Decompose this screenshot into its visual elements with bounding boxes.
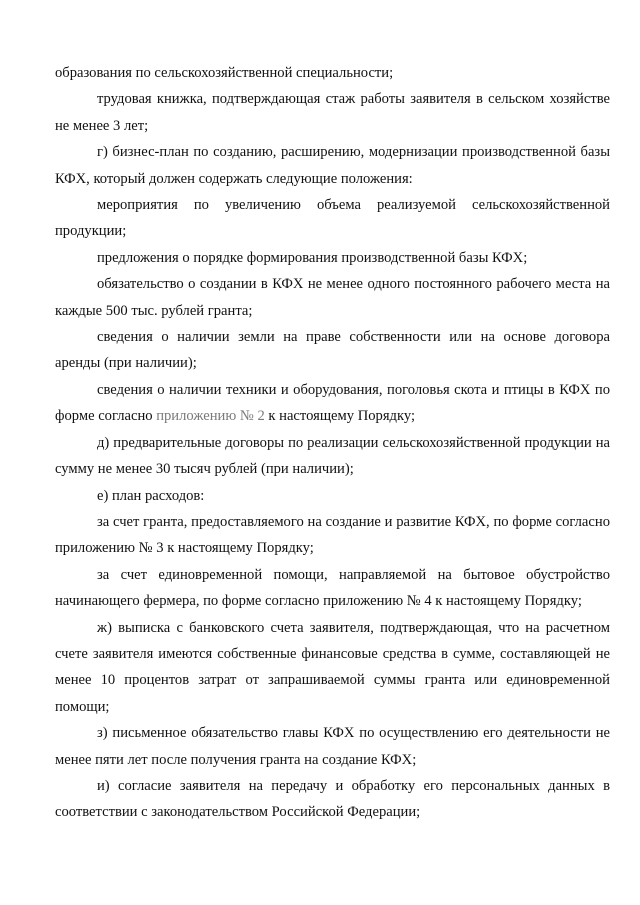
paragraph-written-obligation: з) письменное обязательство главы КФХ по осуществлению его деятельности не менее пяти лет после получения гранта на создание КФХ; xyxy=(55,725,610,768)
paragraph-equipment-info xyxy=(55,377,610,430)
paragraph-grant-expenses: за счет гранта, предоставляемого на создание и развитие КФХ, по форме согласно приложению № 3 к настоящему Порядку; xyxy=(55,513,610,557)
document-page xyxy=(55,60,610,826)
paragraph-expense-plan: е) план расходов: xyxy=(97,487,205,504)
equipment-info-text-before: сведения о наличии техники и оборудования, поголовья скота и птицы в КФХ по форме согласно xyxy=(55,381,610,425)
paragraph-one-time-aid: за счет единовременной помощи, направляемой на бытовое обустройство начинающего фермера, по форме согласно приложению № 4 к настоящему Порядку; xyxy=(55,566,610,610)
equipment-info-text-after: к настоящему Порядку; xyxy=(264,408,416,425)
paragraph-sales-measures: мероприятия по увеличению объема реализуемой сельскохозяйственной продукции; xyxy=(55,197,610,240)
paragraph-personal-data-consent: и) согласие заявителя на передачу и обработку его персональных данных в соответствии с законодательством Российской Федерации; xyxy=(55,777,610,821)
paragraph-education-continuation: образования по сельскохозяйственной специальности; xyxy=(55,65,394,81)
paragraph-preliminary-contracts: д) предварительные договоры по реализации сельскохозяйственной продукции на сумму не менее 30 тысяч рублей (при наличии); xyxy=(55,434,610,478)
paragraph-land-info: сведения о наличии земли на праве собственности или на основе договора аренды (при наличии); xyxy=(55,329,610,372)
paragraph-production-base: предложения о порядке формирования производственной базы КФХ; xyxy=(97,249,528,266)
paragraph-bank-statement: ж) выписка с банковского счета заявителя, подтверждающая, что на расчетном счете заявителя имеются собственные финансовые средства в сумме, составляющей не менее 10 процентов затрат от запрашиваемой суммы гранта или единовременной помощи; xyxy=(55,619,610,715)
paragraph-business-plan: г) бизнес-план по созданию, расширению, модернизации производственной базы КФХ, который должен содержать следующие положения: xyxy=(55,144,610,187)
paragraph-jobs-obligation: обязательство о создании в КФХ не менее одного постоянного рабочего места на каждые 500 тыс. рублей гранта; xyxy=(55,276,610,319)
paragraph-work-record: трудовая книжка, подтверждающая стаж работы заявителя в сельском хозяйстве не менее 3 лет; xyxy=(55,91,610,134)
appendix-2-link[interactable]: приложению № 2 xyxy=(156,408,265,425)
